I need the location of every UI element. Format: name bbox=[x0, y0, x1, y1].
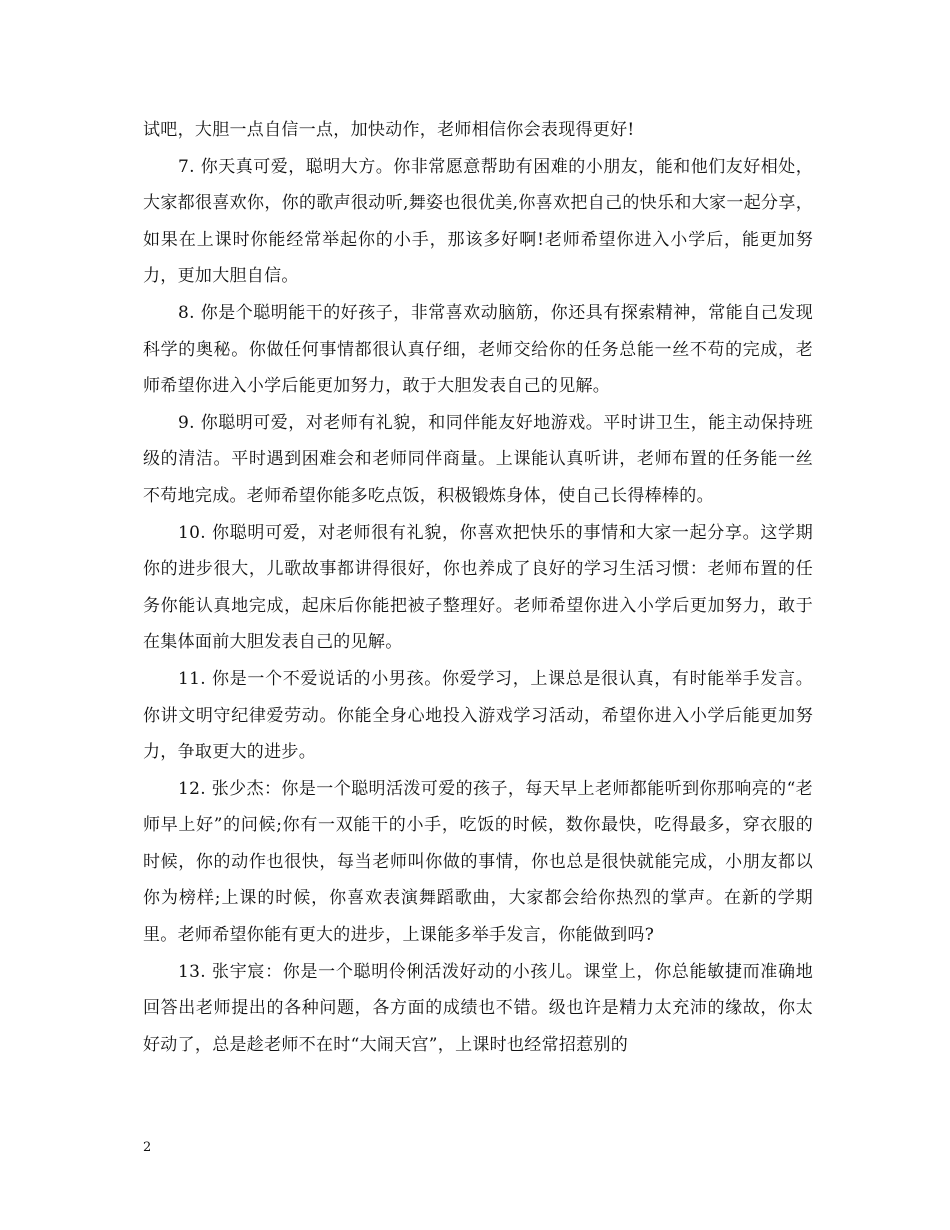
paragraph: 10. 你聪明可爱，对老师很有礼貌，你喜欢把快乐的事情和大家一起分享。这学期你的进步很大，儿歌故事都讲得很好，你也养成了良好的学习生活习惯：老师布置的任务你能认真地完成，起床后你能把被子整理好。老师希望你进入小学后更加努力，敢于在集体面前大胆发表自己的见解。 bbox=[143, 522, 813, 653]
page-number: 2 bbox=[143, 1140, 152, 1155]
paragraph: 试吧，大胆一点自信一点，加快动作，老师相信你会表现得更好! bbox=[143, 120, 635, 140]
paragraph: 7. 你天真可爱，聪明大方。你非常愿意帮助有困难的小朋友，能和他们友好相处，大家都很喜欢你，你的歌声很动听,舞姿也很优美,你喜欢把自己的快乐和大家一起分享，如果在上课时你能经常举起你的小手，那该多好啊!老师希望你进入小学后，能更加努力，更加大胆自信。 bbox=[143, 156, 813, 287]
paragraph: 11. 你是一个不爱说话的小男孩。你爱学习，上课总是很认真，有时能举手发言。你讲文明守纪律爱劳动。你能全身心地投入游戏学习活动，希望你进入小学后能更加努力，争取更大的进步。 bbox=[143, 668, 813, 763]
paragraph: 9. 你聪明可爱，对老师有礼貌，和同伴能友好地游戏。平时讲卫生，能主动保持班级的清洁。平时遇到困难会和老师同伴商量。上课能认真听讲，老师布置的任务能一丝不苟地完成。老师希望你能多吃点饭，积极锻炼身体，使自己长得棒棒的。 bbox=[143, 412, 813, 506]
document-body bbox=[143, 112, 813, 1063]
paragraph: 12. 张少杰：你是一个聪明活泼可爱的孩子，每天早上老师都能听到你那响亮的“老师早上好”的问候;你有一双能干的小手，吃饭的时候，数你最快，吃得最多，穿衣服的时候，你的动作也很快，每当老师叫你做的事情，你也总是很快就能完成，小朋友都以你为榜样;上课的时候，你喜欢表演舞蹈歌曲，大家都会给你热烈的掌声。在新的学期里。老师希望你能有更大的进步，上课能多举手发言，你能做到吗? bbox=[143, 778, 813, 946]
paragraph: 8. 你是个聪明能干的好孩子，非常喜欢动脑筋，你还具有探索精神，常能自己发现科学的奥秘。你做任何事情都很认真仔细，老师交给你的任务总能一丝不苟的完成，老师希望你进入小学后能更加努力，敢于大胆发表自己的见解。 bbox=[143, 302, 813, 397]
paragraph: 13. 张宇宸：你是一个聪明伶俐活泼好动的小孩儿。课堂上，你总能敏捷而准确地回答出老师提出的各种问题，各方面的成绩也不错。级也许是精力太充沛的缘故，你太好动了，总是趁老师不在时“大闹天宫”，上课时也经常招惹别的 bbox=[143, 961, 813, 1055]
